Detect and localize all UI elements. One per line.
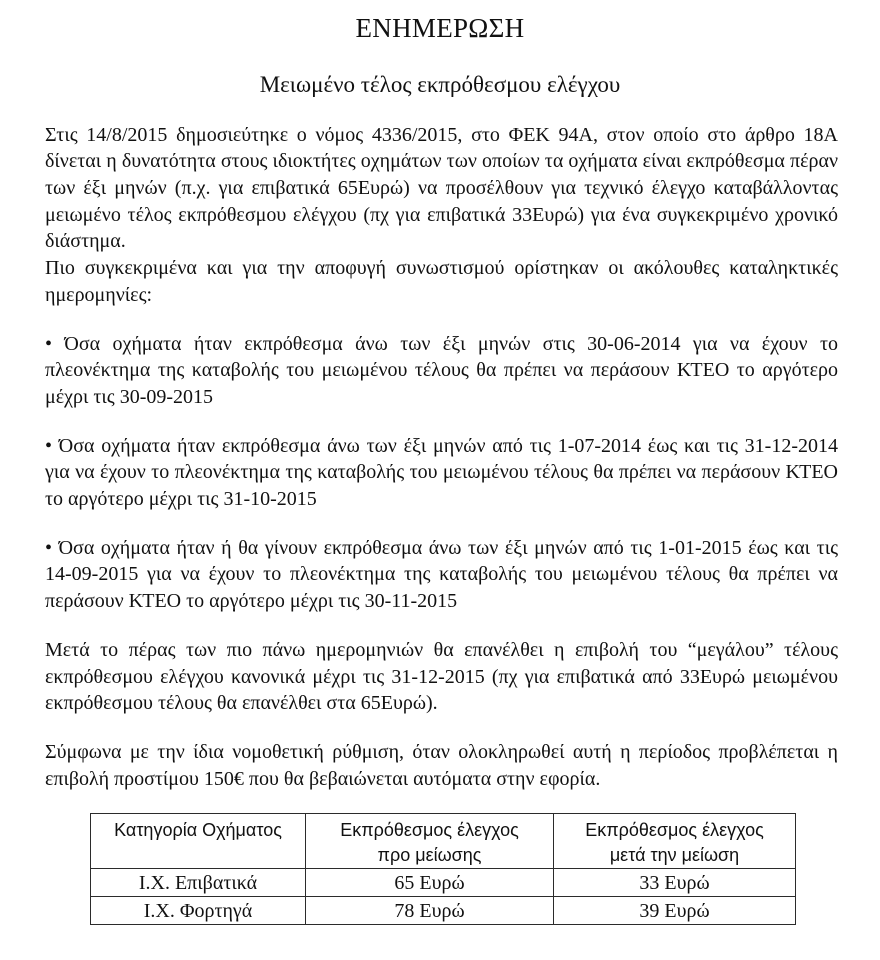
table-header-row [91,813,796,868]
fee-table-head [91,813,796,868]
intro-section [45,122,838,309]
fee-after-cell: 33 Ευρώ [554,868,796,896]
header-line: προ μείωσης [377,844,482,865]
header-line: Εκπρόθεσμος έλεγχος [340,819,519,840]
fee-before-cell: 65 Ευρώ [306,868,554,896]
fee-table [90,813,796,925]
table-row [91,868,796,896]
header-fee-after-reduction [554,813,796,868]
document-title: ΕΝΗΜΕΡΩΣΗ [355,13,525,43]
intro-paragraph: Πιο συγκεκριμένα και για την αποφυγή συνωστισμού ορίστηκαν οι ακόλουθες καταληκτικές ημερομηνίες: [45,257,838,306]
header-line: Εκπρόθεσμος έλεγχος [585,819,764,840]
deadline-bullet: • Όσα οχήματα ήταν εκπρόθεσμα άνω των έξι μηνών στις 30-06-2014 για να έχουν το πλεονέκτημα της καταβολής του μειωμένου τέλους θα πρέπει να περάσουν ΚΤΕΟ το αργότερο μέχρι τις 30-09-2015 [45,332,838,408]
vehicle-category-cell: Ι.Χ. Επιβατικά [91,868,306,896]
closing-paragraph: Μετά το πέρας των πιο πάνω ημερομηνιών θα επανέλθει η επιβολή του “μεγάλου” τέλους εκπρόθεσμου ελέγχου κανονικά μέχρι τις 31-12-2015 (πχ για επιβατικά από 33Ευρώ μειωμένου εκπρόθεσμου τέλους θα επανέλθει στα 65Ευρώ). [45,638,838,715]
deadline-bullet: • Όσα οχήματα ήταν ή θα γίνουν εκπρόθεσμα άνω των έξι μηνών από τις 1-01-2015 έως και τις 14-09-2015 για να έχουν το πλεονέκτημα της καταβολής του μειωμένου τέλους θα πρέπει να περάσουν ΚΤΕΟ το αργότερο μέχρι τις 30-11-2015 [45,536,838,613]
header-vehicle-category [91,813,306,868]
header-line: Κατηγορία Οχήματος [114,819,282,840]
intro-paragraph: Στις 14/8/2015 δημοσιεύτηκε ο νόμος 4336/2015, στο ΦΕΚ 94Α, στον οποίο στο άρθρο 18Α δίνεται η δυνατότητα στους ιδιοκτήτες οχημάτων των οποίων τα οχήματα είναι εκπρόθεσμα πέραν των έξι μηνών (π.χ. για επιβατικά 65Ευρώ) να προσέλθουν για τεχνικό έλεγχο καταβάλλοντας μειωμένο τέλος εκπρόθεσμου ελέγχου (πχ για επιβατικά 33Ευρώ) για ένα συγκεκριμένο χρονικό διάστημα. [45,123,838,253]
fee-after-cell: 39 Ευρώ [554,896,796,924]
document-subtitle: Μειωμένο τέλος εκπρόθεσμου ελέγχου [259,72,621,97]
header-line: μετά την μείωση [609,844,740,865]
table-row [91,896,796,924]
deadline-bullet: • Όσα οχήματα ήταν εκπρόθεσμα άνω των έξι μηνών από τις 1-07-2014 έως και τις 31-12-2014 για να έχουν το πλεονέκτημα της καταβολής του μειωμένου τέλους θα πρέπει να περάσουν ΚΤΕΟ το αργότερο μέχρι τις 31-10-2015 [45,434,838,511]
fee-before-cell: 78 Ευρώ [306,896,554,924]
closing-paragraph: Σύμφωνα με την ίδια νομοθετική ρύθμιση, όταν ολοκληρωθεί αυτή η περίοδος προβλέπεται η επιβολή προστίμου 150€ που θα βεβαιώνεται αυτόματα στην εφορία. [45,740,838,790]
vehicle-category-cell: Ι.Χ. Φορτηγά [91,896,306,924]
header-fee-before-reduction [306,813,554,868]
fee-table-body [91,868,796,924]
document-body [45,122,838,925]
